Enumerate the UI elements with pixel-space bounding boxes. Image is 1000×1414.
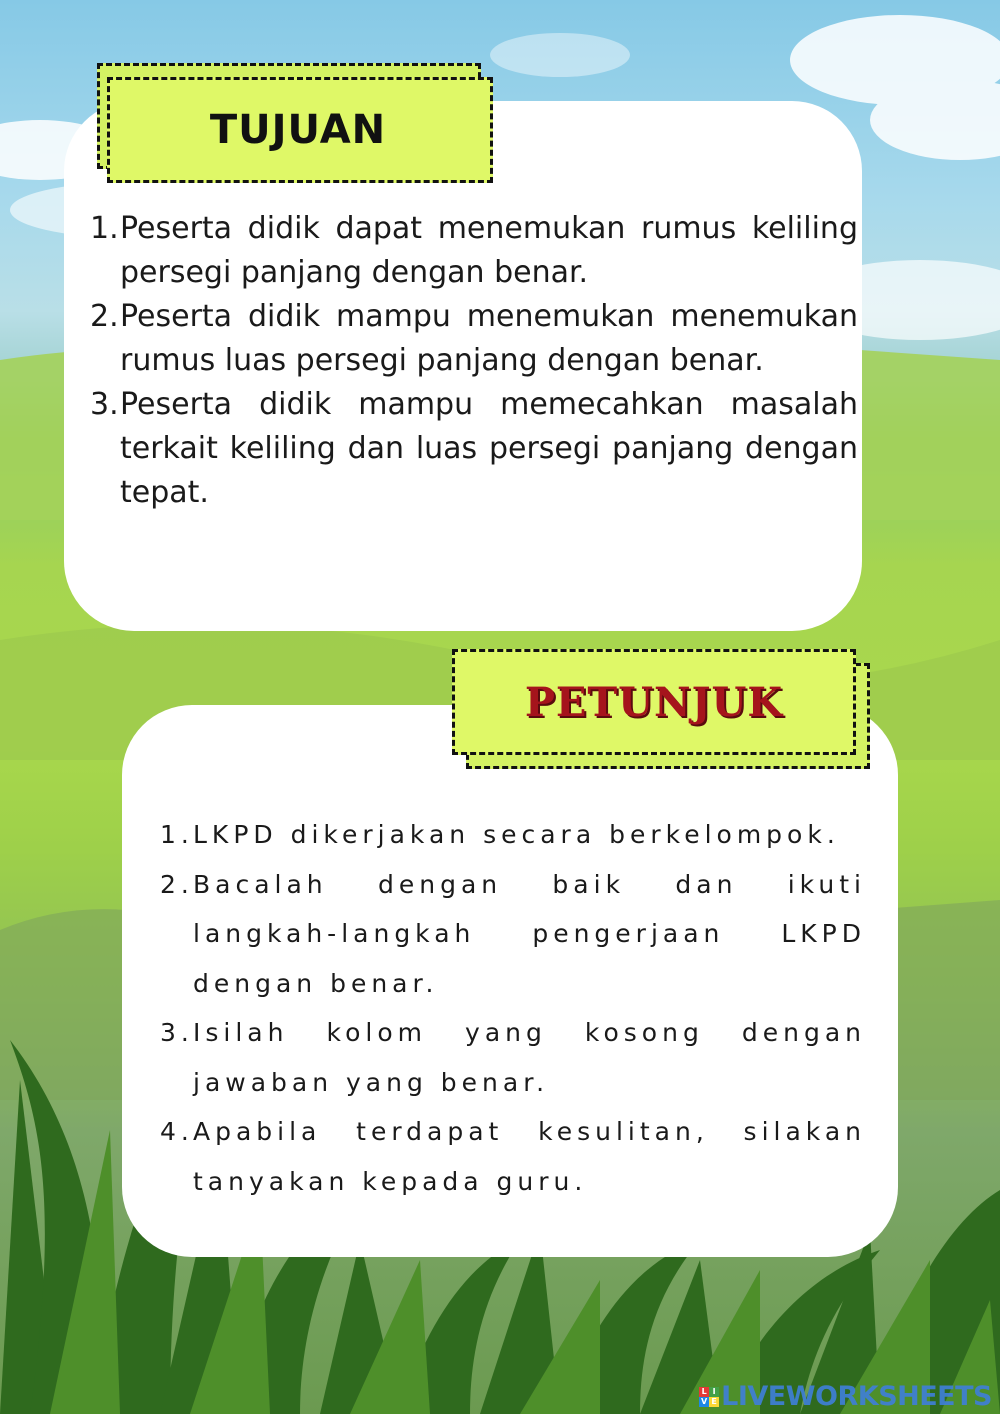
list-item-number: 2. [160, 869, 194, 899]
list-item [90, 383, 858, 515]
list-item-number: 1. [90, 211, 119, 246]
list-item-text: Peserta didik mampu memecahkan masalah terkait keliling dan luas persegi panjang dengan tepat. [120, 387, 858, 510]
list-item-number: 2. [90, 299, 119, 334]
liveworksheets-watermark[interactable] [699, 1381, 992, 1412]
petunjuk-title: PETUNJUK [524, 678, 784, 726]
liveworksheets-logo-icon [699, 1387, 719, 1407]
list-item-number: 3. [90, 387, 119, 422]
list-item-number: 3. [160, 1018, 194, 1047]
list-item [160, 810, 866, 860]
list-item-text: LKPD dikerjakan secara berkelompok. [193, 820, 840, 849]
tujuan-title: TUJUAN [209, 107, 387, 153]
list-item-text: Apabila terdapat kesulitan, silakan tanyakan kepada guru. [193, 1117, 866, 1196]
petunjuk-label-front [452, 649, 856, 755]
logo-letter: L [699, 1387, 709, 1397]
list-item [90, 295, 858, 383]
tujuan-label [97, 63, 493, 185]
watermark-text: LIVEWORKSHEETS [721, 1381, 992, 1412]
logo-letter: V [701, 1396, 708, 1406]
list-item-text: Peserta didik dapat menemukan rumus keliling persegi panjang dengan benar. [120, 211, 858, 290]
list-item-number: 4. [160, 1117, 194, 1146]
petunjuk-list [160, 810, 866, 1206]
tujuan-label-front [107, 77, 493, 183]
list-item-number: 1. [160, 820, 194, 849]
list-item [160, 1107, 866, 1206]
list-item [160, 860, 866, 1009]
petunjuk-label [452, 649, 872, 771]
list-item-text: Isilah kolom yang kosong dengan jawaban yang benar. [193, 1018, 866, 1097]
list-item-text: Bacalah dengan baik dan ikuti langkah-langkah pengerjaan LKPD dengan benar. [193, 869, 866, 998]
list-item [90, 207, 858, 295]
list-item [160, 1008, 866, 1107]
list-item-text: Peserta didik mampu menemukan menemukan rumus luas persegi panjang dengan benar. [120, 299, 858, 378]
tujuan-list [90, 207, 858, 515]
logo-letter: I [709, 1387, 719, 1397]
logo-letter: E [709, 1397, 719, 1407]
